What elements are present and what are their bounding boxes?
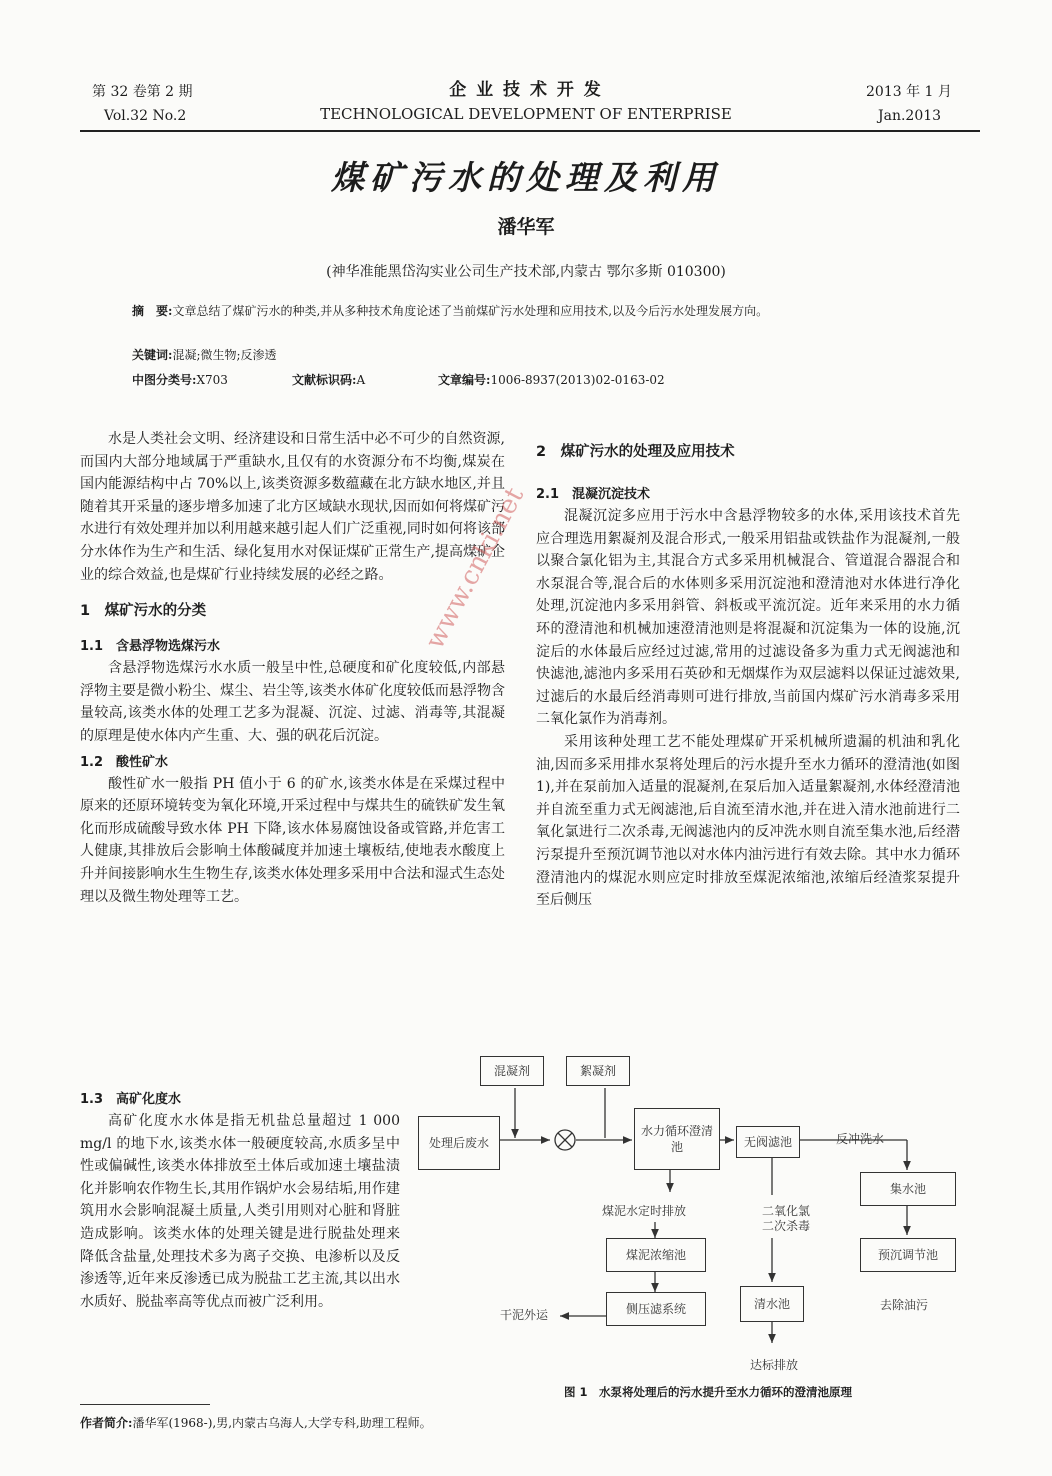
section-1-3-heading: 1.3 高矿化度水	[80, 1092, 182, 1107]
clarifier-box: 水力循环澄清池	[634, 1108, 720, 1170]
date-cn: 2013 年 1 月	[866, 84, 952, 100]
volume-cn: 第 32 卷第 2 期	[92, 84, 193, 100]
treated-wastewater-box: 处理后废水	[418, 1116, 500, 1170]
abstract	[132, 301, 922, 322]
article-number-label: 文章编号:	[438, 373, 491, 387]
section-1-2-heading: 1.2 酸性矿水	[80, 754, 169, 770]
date-en: Jan.2013	[878, 108, 942, 124]
footnote-rule	[80, 1404, 210, 1405]
section-2-1-paragraph-b: 采用该种处理工艺不能处理煤矿开采机械所遗漏的机油和乳化油,因而多采用排水泵将处理后的污水提升至水力循环的澄清池(如图 1),并在泵前加入适量的混凝剂,在泵后加入适量絮凝剂,水体经澄清池并自流至重力式无阀滤池,后自流至清水池,并在进入清水池前进行二氧化氯进行二次杀毒,无阀滤池内的反冲洗水则自流至集水池,后经潜污泵提升至预沉调节池以对水体内油污进行有效去除。其中水力循环澄清池内的煤泥水则应定时排放至煤泥浓缩池,浓缩后经渣浆泵提升至后侧压	[536, 733, 960, 909]
figure-1-caption: 图 1 水泵将处理后的污水提升至水力循环的澄清池原理	[564, 1385, 853, 1399]
affiliation: (神华准能黑岱沟实业公司生产技术部,内蒙古 鄂尔多斯 010300)	[326, 264, 726, 280]
keywords	[132, 345, 277, 366]
sump-box: 集水池	[860, 1172, 956, 1206]
clc-value: X703	[196, 373, 228, 387]
backwash-label: 反冲洗水	[836, 1132, 885, 1146]
author-bio-label: 作者简介:	[80, 1416, 133, 1430]
sludge-thickener-box: 煤泥浓缩池	[606, 1238, 706, 1272]
abstract-label: 摘 要:	[132, 304, 173, 318]
author-bio-text: 潘华军(1968-),男,内蒙古乌海人,大学专科,助理工程师。	[132, 1416, 432, 1430]
author-bio	[80, 1410, 510, 1436]
sludge-out-label: 干泥外运	[500, 1308, 549, 1322]
volume-en: Vol.32 No.2	[104, 108, 187, 124]
doc-code	[292, 370, 365, 391]
valveless-filter-box: 无阀滤池	[736, 1126, 800, 1158]
section-2-heading: 2 煤矿污水的处理及应用技术	[536, 444, 735, 460]
paper-title: 煤矿污水的处理及利用	[331, 158, 721, 197]
disinfection-label: 二氧化氯二次杀毒	[761, 1204, 810, 1233]
abstract-text: 文章总结了煤矿污水的种类,并从多种技术角度论述了当前煤矿污水处理和应用技术,以及今后污水处理发展方向。	[172, 304, 769, 318]
keywords-label: 关键词:	[132, 348, 173, 362]
left-column-bottom	[80, 1088, 400, 1313]
intro-paragraph: 水是人类社会文明、经济建设和日常生活中必不可少的自然资源,而国内大部分地域属于严重缺水,且仅有的水资源分布不均衡,煤炭在国内能源结构中占 70%以上,该类资源多数蕴藏在北方缺水地区,并且随着其开采量的逐步增多加速了北方区域缺水现状,因而如何将煤矿污水进行有效处理并加以利用越来越引起人们广泛重视,同时如何将该部分水体作为生产和生活、绿化复用水对保证煤矿正常生产,提高煤矿企业的综合效益,也是煤矿行业持续发展的必经之路。	[80, 431, 505, 583]
coagulant-box: 混凝剂	[480, 1056, 544, 1086]
section-2-1-heading: 2.1 混凝沉淀技术	[536, 487, 651, 502]
section-1-1-paragraph: 含悬浮物选煤污水水质一般呈中性,总硬度和矿化度较低,内部悬浮物主要是微小粉尘、煤尘、岩尘等,该类水体矿化度较低而悬浮物含量较高,该类水体的处理工艺多为混凝、沉淀、过滤、消毒等,其混凝的原理是使水体内产生重、大、强的矾花后沉淀。	[80, 660, 505, 744]
section-2-1-paragraph-a: 混凝沉淀多应用于污水中含悬浮物较多的水体,采用该技术首先应合理选用絮凝剂及混合形式,一般采用铝盐或铁盐作为混凝剂,一般以聚合氯化铝为主,其混合方式多采用机械混合、管道混合器混合和水泵混合等,混合后的水体则多采用沉淀池和澄清池对水体进行净化处理,沉淀池内多采用斜管、斜板或平流沉淀。近年来采用的水力循环的澄清池和机械加速澄清池则是将混凝和沉淀集为一体的设施,沉淀后的水体最后应经过过滤,常用的过滤设备多为重力式无阀滤池和快滤池,滤池内多采用石英砂和无烟煤作为双层滤料以保证过滤效果,过滤后的水最后经消毒则可进行排放,当前国内煤矿污水消毒多采用二氧化氯作为消毒剂。	[536, 508, 960, 728]
clc-label: 中图分类号:	[132, 373, 197, 387]
pre-settling-box: 预沉调节池	[860, 1238, 956, 1272]
doc-code-label: 文献标识码:	[292, 373, 357, 387]
watermark: www.cnki.net	[420, 482, 531, 655]
sludge-discharge-label: 煤泥水定时排放	[602, 1204, 687, 1218]
section-1-2-paragraph: 酸性矿水一般指 PH 值小于 6 的矿水,该类水体是在采煤过程中原来的还原环境转变为氧化环境,开采过程中与煤共生的硫铁矿发生氧化而形成硫酸导致水体 PH 下降,该水体易腐蚀设备或管路,并危害工人健康,其排放后会影响土体酸碱度并加速土壤板结,使地表水酸度上升并间接影响水生生物生存,该类水体处理多采用中合法和湿式生态处理以及微生物处理等工艺。	[80, 775, 505, 905]
right-column	[536, 440, 960, 912]
article-number	[438, 370, 665, 391]
keywords-value: 混凝;微生物;反渗透	[172, 348, 277, 362]
clean-water-tank-box: 清水池	[740, 1286, 804, 1322]
left-column-top	[80, 428, 505, 908]
header-rule	[80, 130, 980, 132]
journal-title-en: TECHNOLOGICAL DEVELOPMENT OF ENTERPRISE	[320, 105, 732, 123]
journal-title-cn: 企 业 技 术 开 发	[449, 80, 603, 100]
oil-removal-label: 去除油污	[880, 1298, 929, 1312]
section-1-3-paragraph: 高矿化度水水体是指无机盐总量超过 1 000 mg/l 的地下水,该类水体一般硬度较高,水质多呈中性或偏碱性,该类水体排放至土体后或加速土壤盐渍化并影响农作物生长,其用作锅炉水会易结垢,用作建筑用水会影响混凝土质量,人类引用则对心脏和肾脏造成影响。该类水体的处理关键是进行脱盐处理来降低含盐量,处理技术多为离子交换、电渗析以及反渗透等,近年来反渗透已成为脱盐工艺主流,其以出水水质好、脱盐率高等优点而被广泛利用。	[80, 1113, 400, 1310]
section-1-heading: 1 煤矿污水的分类	[80, 603, 207, 620]
clc-number	[132, 370, 228, 391]
article-number-value: 1006-8937(2013)02-0163-02	[490, 373, 665, 387]
flocculant-box: 絮凝剂	[566, 1056, 630, 1086]
discharge-label: 达标排放	[750, 1358, 799, 1372]
author-name: 潘华军	[497, 216, 555, 238]
section-1-1-heading: 1.1 含悬浮物选煤污水	[80, 639, 221, 655]
filter-press-box: 侧压滤系统	[606, 1292, 706, 1326]
doc-code-value: A	[356, 373, 366, 387]
